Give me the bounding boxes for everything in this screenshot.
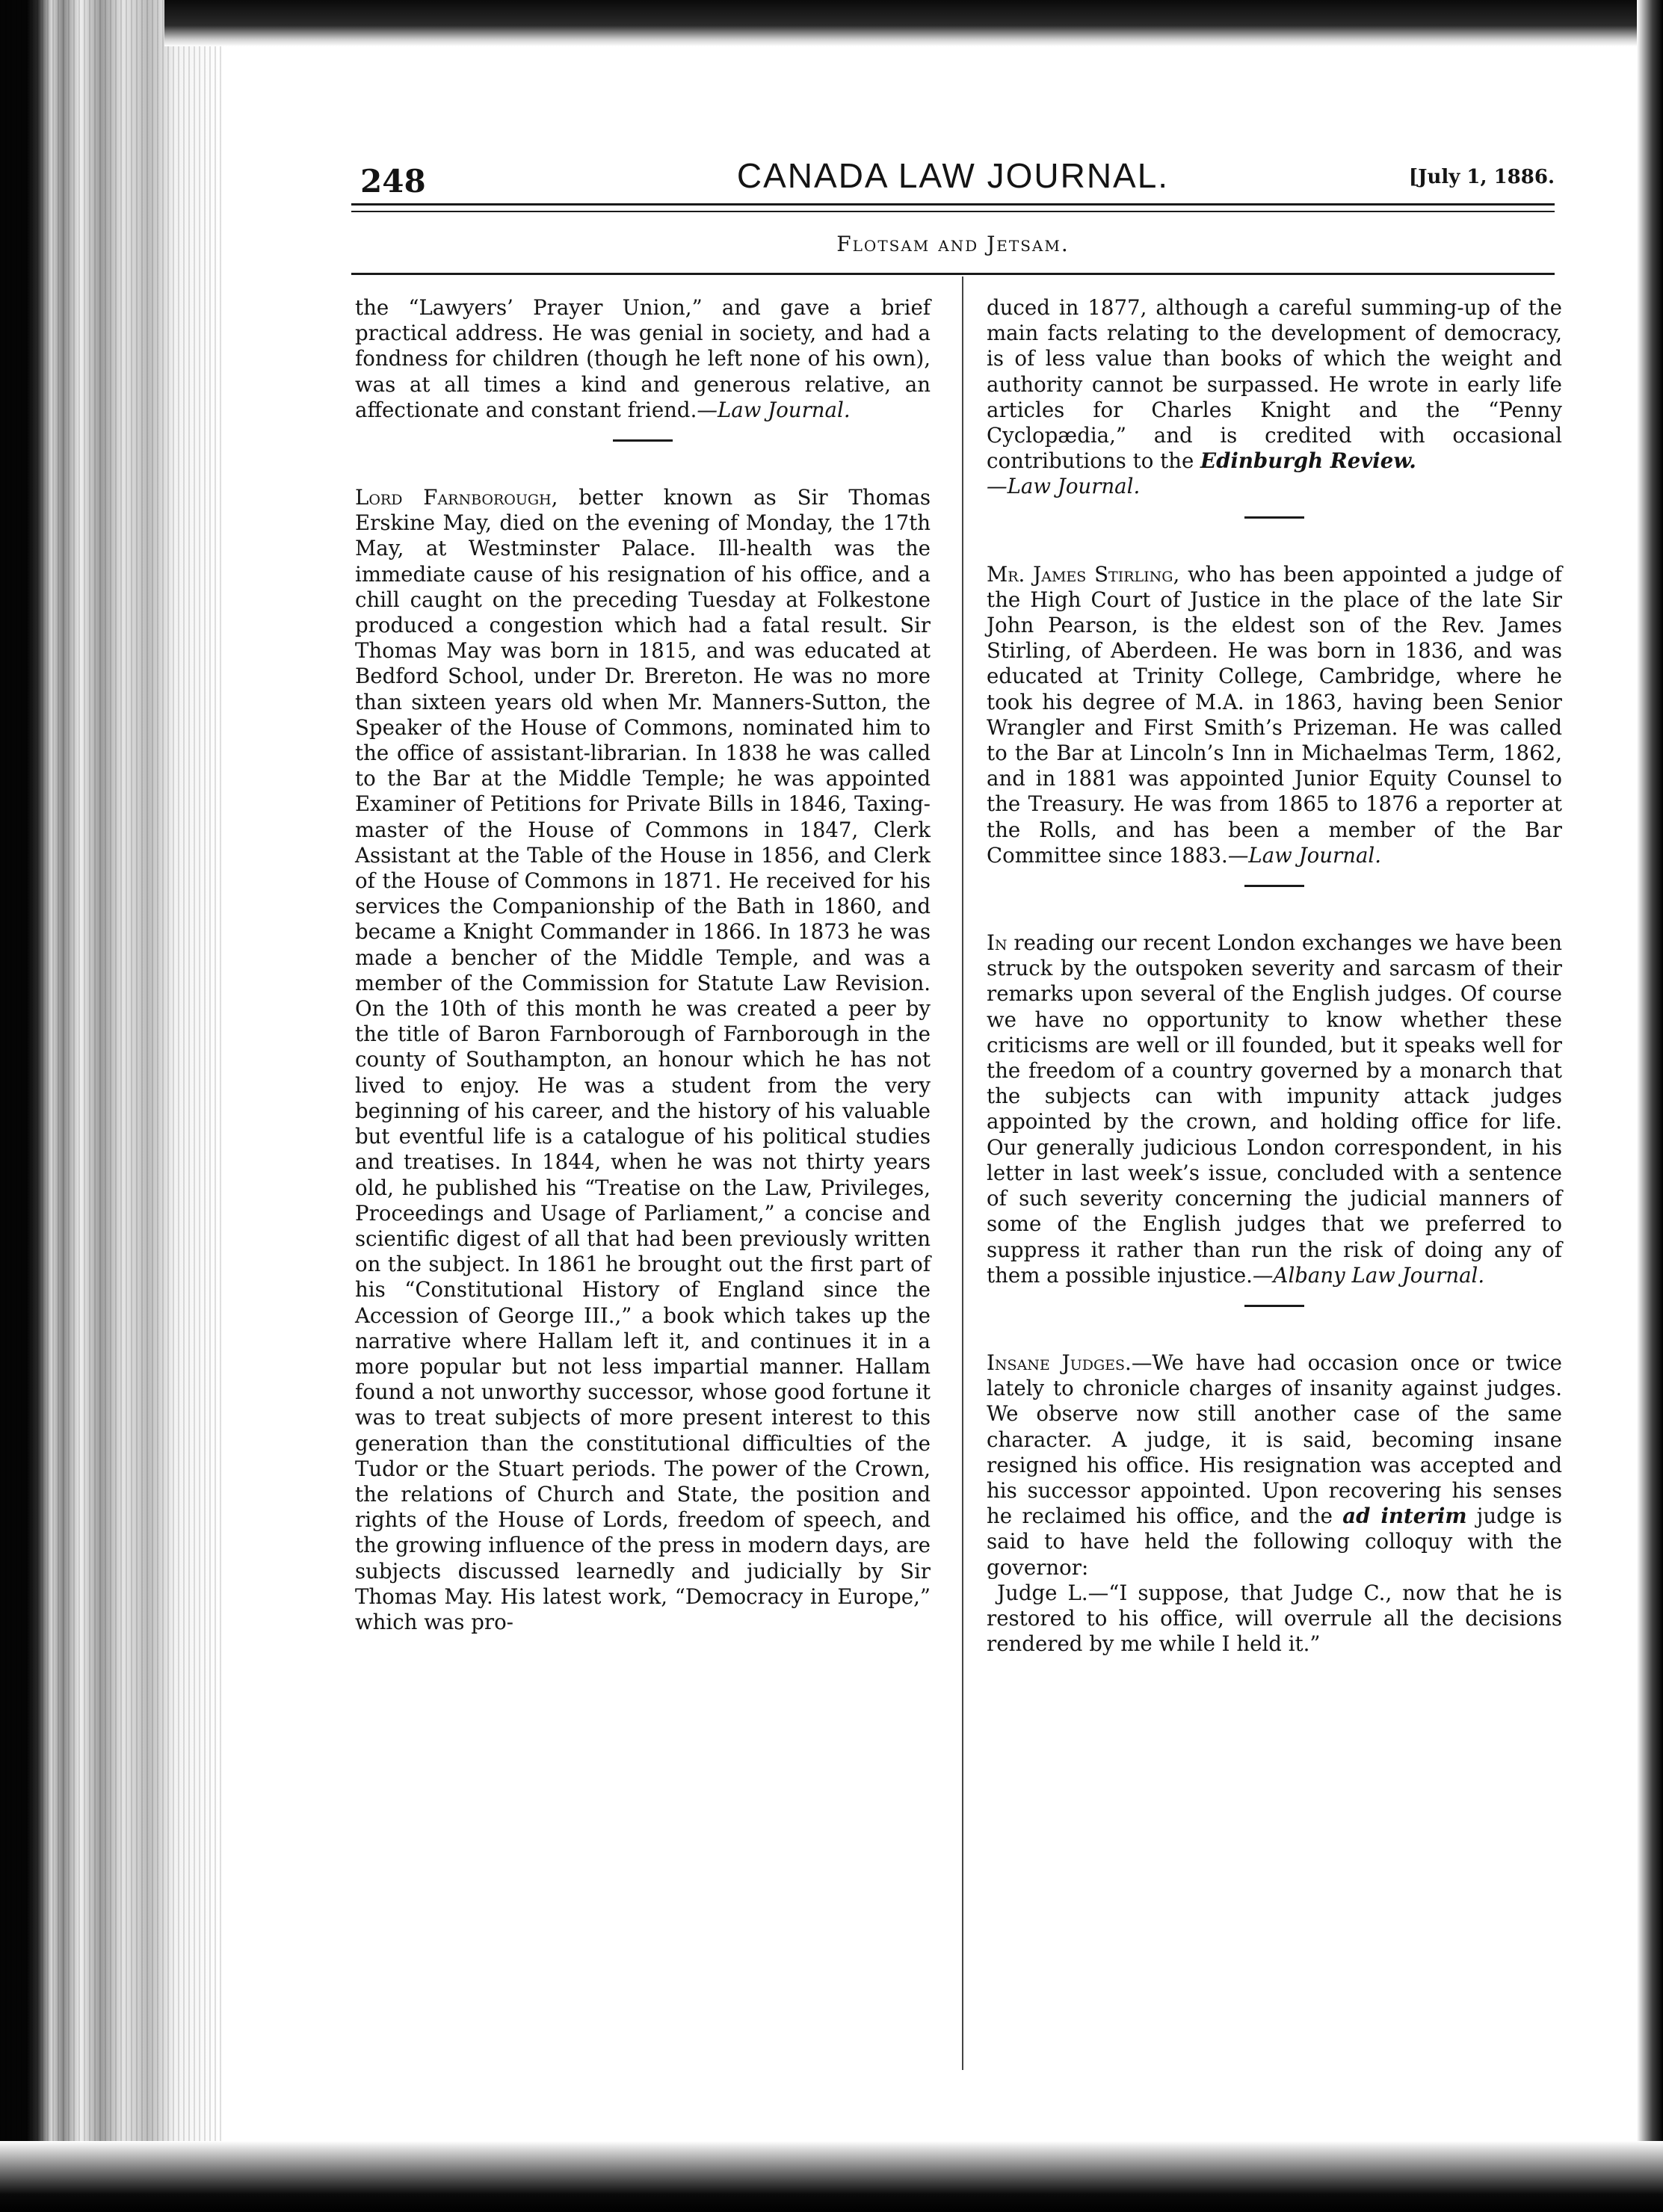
article-text: reading our recent London exchanges we have been struck by the outspoken severity and sarcasm of their remarks upon several of the English judges. Of course we have no opportunity to know whether these criticisms are well or ill founded, but it speaks well for the freedom of a country governed by a monarch that the subjects can with impunity attack judges appointed by the crown, and holding office for life. Our generally judicious London correspondent, in his letter in last week’s issue, concluded with a sentence of such severity concerning the judicial manners of some of the English judges that we preferred to suppress it rather than run the risk of doing any of them a possible injustice. xyxy=(987,930,1562,1288)
journal-title: CANADA LAW JOURNAL. xyxy=(736,156,1170,195)
left-column xyxy=(355,295,931,1635)
article-lead: Insane Judges. xyxy=(987,1350,1132,1375)
article-lead: Mr. James Stirling, xyxy=(987,561,1180,587)
bottom-scan-shadow xyxy=(0,2141,1663,2212)
article-london-exchanges xyxy=(987,930,1562,1288)
article-text: duced in 1877, although a careful summing-up of the main facts relating to the development of democracy, is of less value than books of which the weight and authority cannot be surpassed. He wrote in early life articles for Charles Knight and the “Penny Cyclopædia,” and is credited with occasional contributions to the xyxy=(987,295,1562,474)
header-rule xyxy=(351,203,1555,212)
article-separator xyxy=(1244,516,1304,519)
article-text: better known as Sir Thomas Erskine May, died on the evening of Monday, the 17th May, at Westminster Palace. Ill-health was the immediate cause of his resignation of his office, and a chill caught on the preceding Tuesday at Folkestone produced a congestion which had a fatal result. Sir Thomas May was born in 1815, and was educated at Bedford School, under Dr. Brereton. He was no more than sixteen years old when Mr. Manners-Sutton, the Speaker of the House of Commons, nominated him to the office of assistant-librarian. In 1838 he was called to the Bar at the Middle Temple; he was appointed Examiner of Petitions for Private Bills in 1846, Taxing-master of the House of Commons in 1847, Clerk Assistant at the Table of the House in 1856, and Clerk of the House of Commons in 1871. He received for his services the Companionship of the Bath in 1860, and became a Knight Commander in 1866. In 1873 he was made a bencher of the Middle Temple, and was a member of the Commission for Statute Law Revision. On the 10th of this month he was created a peer by the title of Baron Farnborough of Farnborough in the county of Southampton, an honour which he has not lived to enjoy. He was a student from the very beginning of his career, and the history of his valuable but eventful life is a catalogue of his political studies and treatises. In 1844, when he was not thirty years old, he published his “Treatise on the Law, Privileges, Proceedings and Usage of Parliament,” a concise and scientific digest of all that had been previously written on the subject. In 1861 he brought out the first part of his “Constitutional History of England since the Accession of George III.,” a book which takes up the narrative where Hallam left it, and continues it in a more popular but not less impartial manner. Hallam found a not unworthy successor, whose good fortune it was to treat subjects of more present interest to this generation than the constitutional difficulties of the Tudor or the Stuart periods. The power of the Crown, the relations of Church and State, the position and rights of the House of Lords, freedom of speech, and the growing influence of the press in modern days, are subjects discussed learnedly and judicially by Sir Thomas May. His latest work, “Democracy in Europe,” which was pro- xyxy=(355,485,931,1634)
section-heading: Flotsam and Jetsam. xyxy=(836,232,1070,256)
right-column xyxy=(987,295,1562,1657)
article-stirling xyxy=(987,562,1562,868)
journal-page xyxy=(351,149,1563,2107)
article-quote xyxy=(987,1581,1562,1658)
article-insane-judges xyxy=(987,1350,1562,1581)
article-text: who has been appointed a judge of the High Court of Justice in the place of the late Sir John Pearson, is the eldest son of the Rev. James Stirling, of Aberdeen. He was born in 1836, and was educated at Trinity College, Cambridge, where he took his degree of M.A. in 1863, having been Senior Wrangler and First Smith’s Prizeman. He was called to the Bar at Lincoln’s Inn in Michaelmas Term, 1862, and in 1881 was appointed Junior Equity Counsel to the Treasury. He was from 1865 to 1876 a reporter at the Rolls, and has been a member of the Bar Committee since 1883. xyxy=(987,561,1562,868)
top-scan-shadow xyxy=(164,0,1663,46)
article-italic: ad interim xyxy=(1342,1504,1467,1529)
article-separator xyxy=(613,439,673,442)
article-farnborough-continued xyxy=(987,295,1562,500)
page-header xyxy=(351,149,1555,209)
article-farnborough xyxy=(355,485,931,1635)
article-text: judge is said to have held the following colloquy with the governor: xyxy=(987,1504,1562,1580)
section-rule xyxy=(351,273,1555,275)
article-text: the “Lawyers’ Prayer Union,” and gave a brief practical address. He was genial in society, and had a fondness for children (though he left none of his own), was at all times a kind and generous relative, an affectionate and constant friend. xyxy=(355,295,931,422)
article-separator xyxy=(1244,1305,1304,1307)
right-scan-shadow xyxy=(1637,0,1663,2212)
article-continued xyxy=(355,295,931,423)
article-lead: In xyxy=(987,930,1008,956)
article-lead: Lord Farnborough, xyxy=(355,485,558,510)
article-source: —Law Journal. xyxy=(987,474,1141,499)
article-italic: Edinburgh Review. xyxy=(1200,448,1416,474)
page-number: 248 xyxy=(360,163,426,200)
book-binding-shadow xyxy=(0,0,224,2212)
column-divider xyxy=(962,276,963,2070)
article-text: —We have had occasion once or twice lately to chronicle charges of insanity against judges. We observe now still another case of the same character. A judge, it is said, becoming insane resigned his office. His resignation was accepted and his successor appointed. Upon recovering his senses he reclaimed his office, and the xyxy=(987,1350,1563,1529)
article-separator xyxy=(1244,885,1304,887)
issue-date: [July 1, 1886. xyxy=(1408,166,1555,188)
article-source: —Albany Law Journal. xyxy=(1252,1262,1485,1288)
article-source: —Law Journal. xyxy=(1227,842,1382,868)
article-source: —Law Journal. xyxy=(697,397,851,422)
article-text: Judge L.—“I suppose, that Judge C., now that he is restored to his office, will overrule all the decisions rendered by me while I held it.” xyxy=(987,1580,1562,1657)
